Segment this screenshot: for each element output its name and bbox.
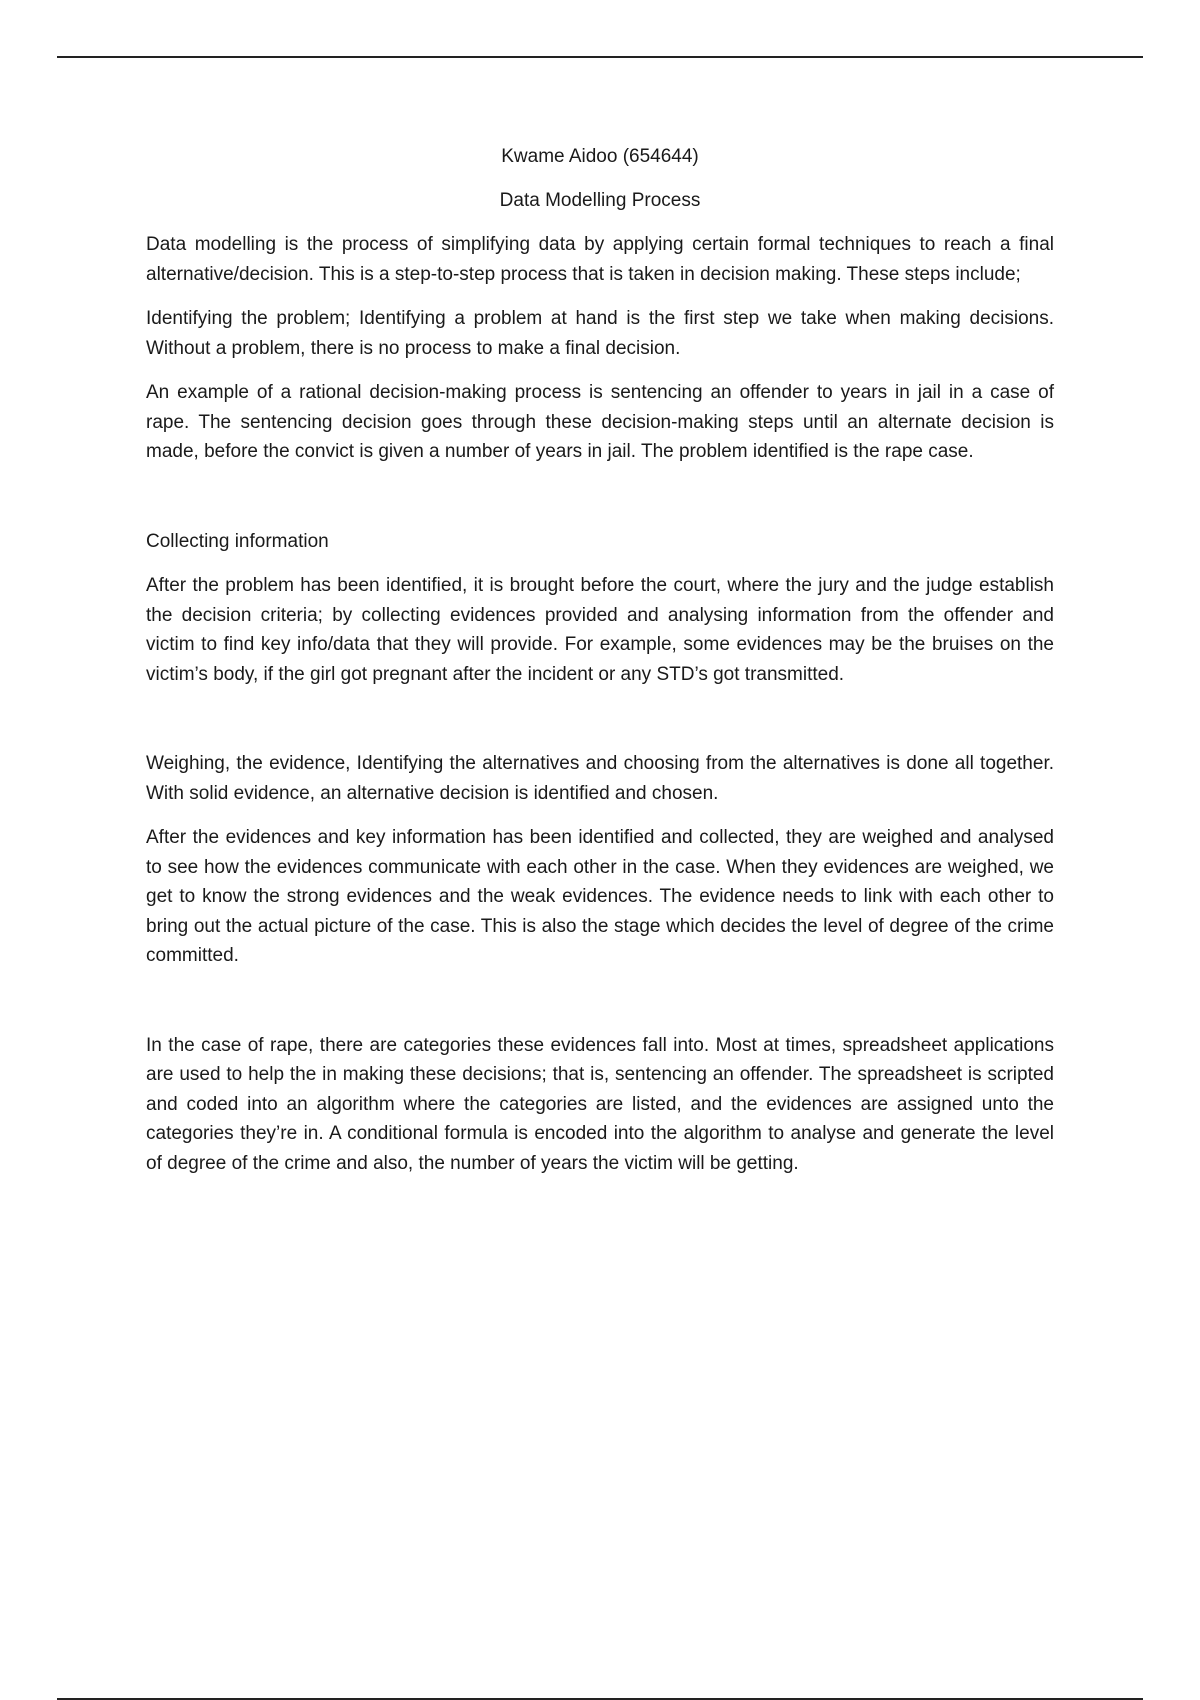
header-rule (57, 56, 1143, 58)
document-title: Data Modelling Process (499, 190, 701, 211)
paragraph-evidence-analysis: After the evidences and key information has been identified and collected, they are weighed and analysed to see how the evidences communicate with each other in the case. When they evidences are weighed, we get to know the strong evidences and the weak evidences. The evidence needs to link with each other to bring out the actual picture of the case. This is also the stage which decides the level of degree of the crime committed. (146, 827, 1054, 966)
paragraph-spreadsheet-categories: In the case of rape, there are categories these evidences fall into. Most at times, spreadsheet applications are used to help the in making these decisions; that is, sentencing an offender. The spreadsheet is scripted and coded into an algorithm where the categories are listed, and the evidences are assigned unto the categories they’re in. A conditional formula is encoded into the algorithm to analyse and generate the level of degree of the crime and also, the number of years the victim will be getting. (146, 1034, 1054, 1174)
paragraph-example: An example of a rational decision-making process is sentencing an offender to years in jail in a case of rape. The sentencing decision goes through these decision-making steps until an alternate decision is made, before the convict is given a number of years in jail. The problem identified is the rape case. (146, 382, 1054, 462)
paragraph-identifying-problem: Identifying the problem; Identifying a problem at hand is the first step we take when making decisions. Without a problem, there is no process to make a final decision. (146, 308, 1054, 359)
paragraph-collecting-information: After the problem has been identified, it is brought before the court, where the jury and the judge establish the decision criteria; by collecting evidences provided and analysing information from the offender and victim to find key info/data that they will provide. For example, some evidences may be the bruises on the victim’s body, if the girl got pregnant after the incident or any STD’s got transmitted. (146, 575, 1054, 685)
document-body (146, 142, 1054, 1193)
author-line: Kwame Aidoo (654644) (501, 146, 699, 167)
paragraph-weighing-evidence: Weighing, the evidence, Identifying the alternatives and choosing from the alternatives is done all together. With solid evidence, an alternative decision is identified and chosen. (146, 753, 1054, 804)
section-heading-collecting-information: Collecting information (146, 530, 329, 552)
paragraph-intro: Data modelling is the process of simplifying data by applying certain formal techniques to reach a final alternative/decision. This is a step-to-step process that is taken in decision making. These steps include; (146, 234, 1054, 285)
